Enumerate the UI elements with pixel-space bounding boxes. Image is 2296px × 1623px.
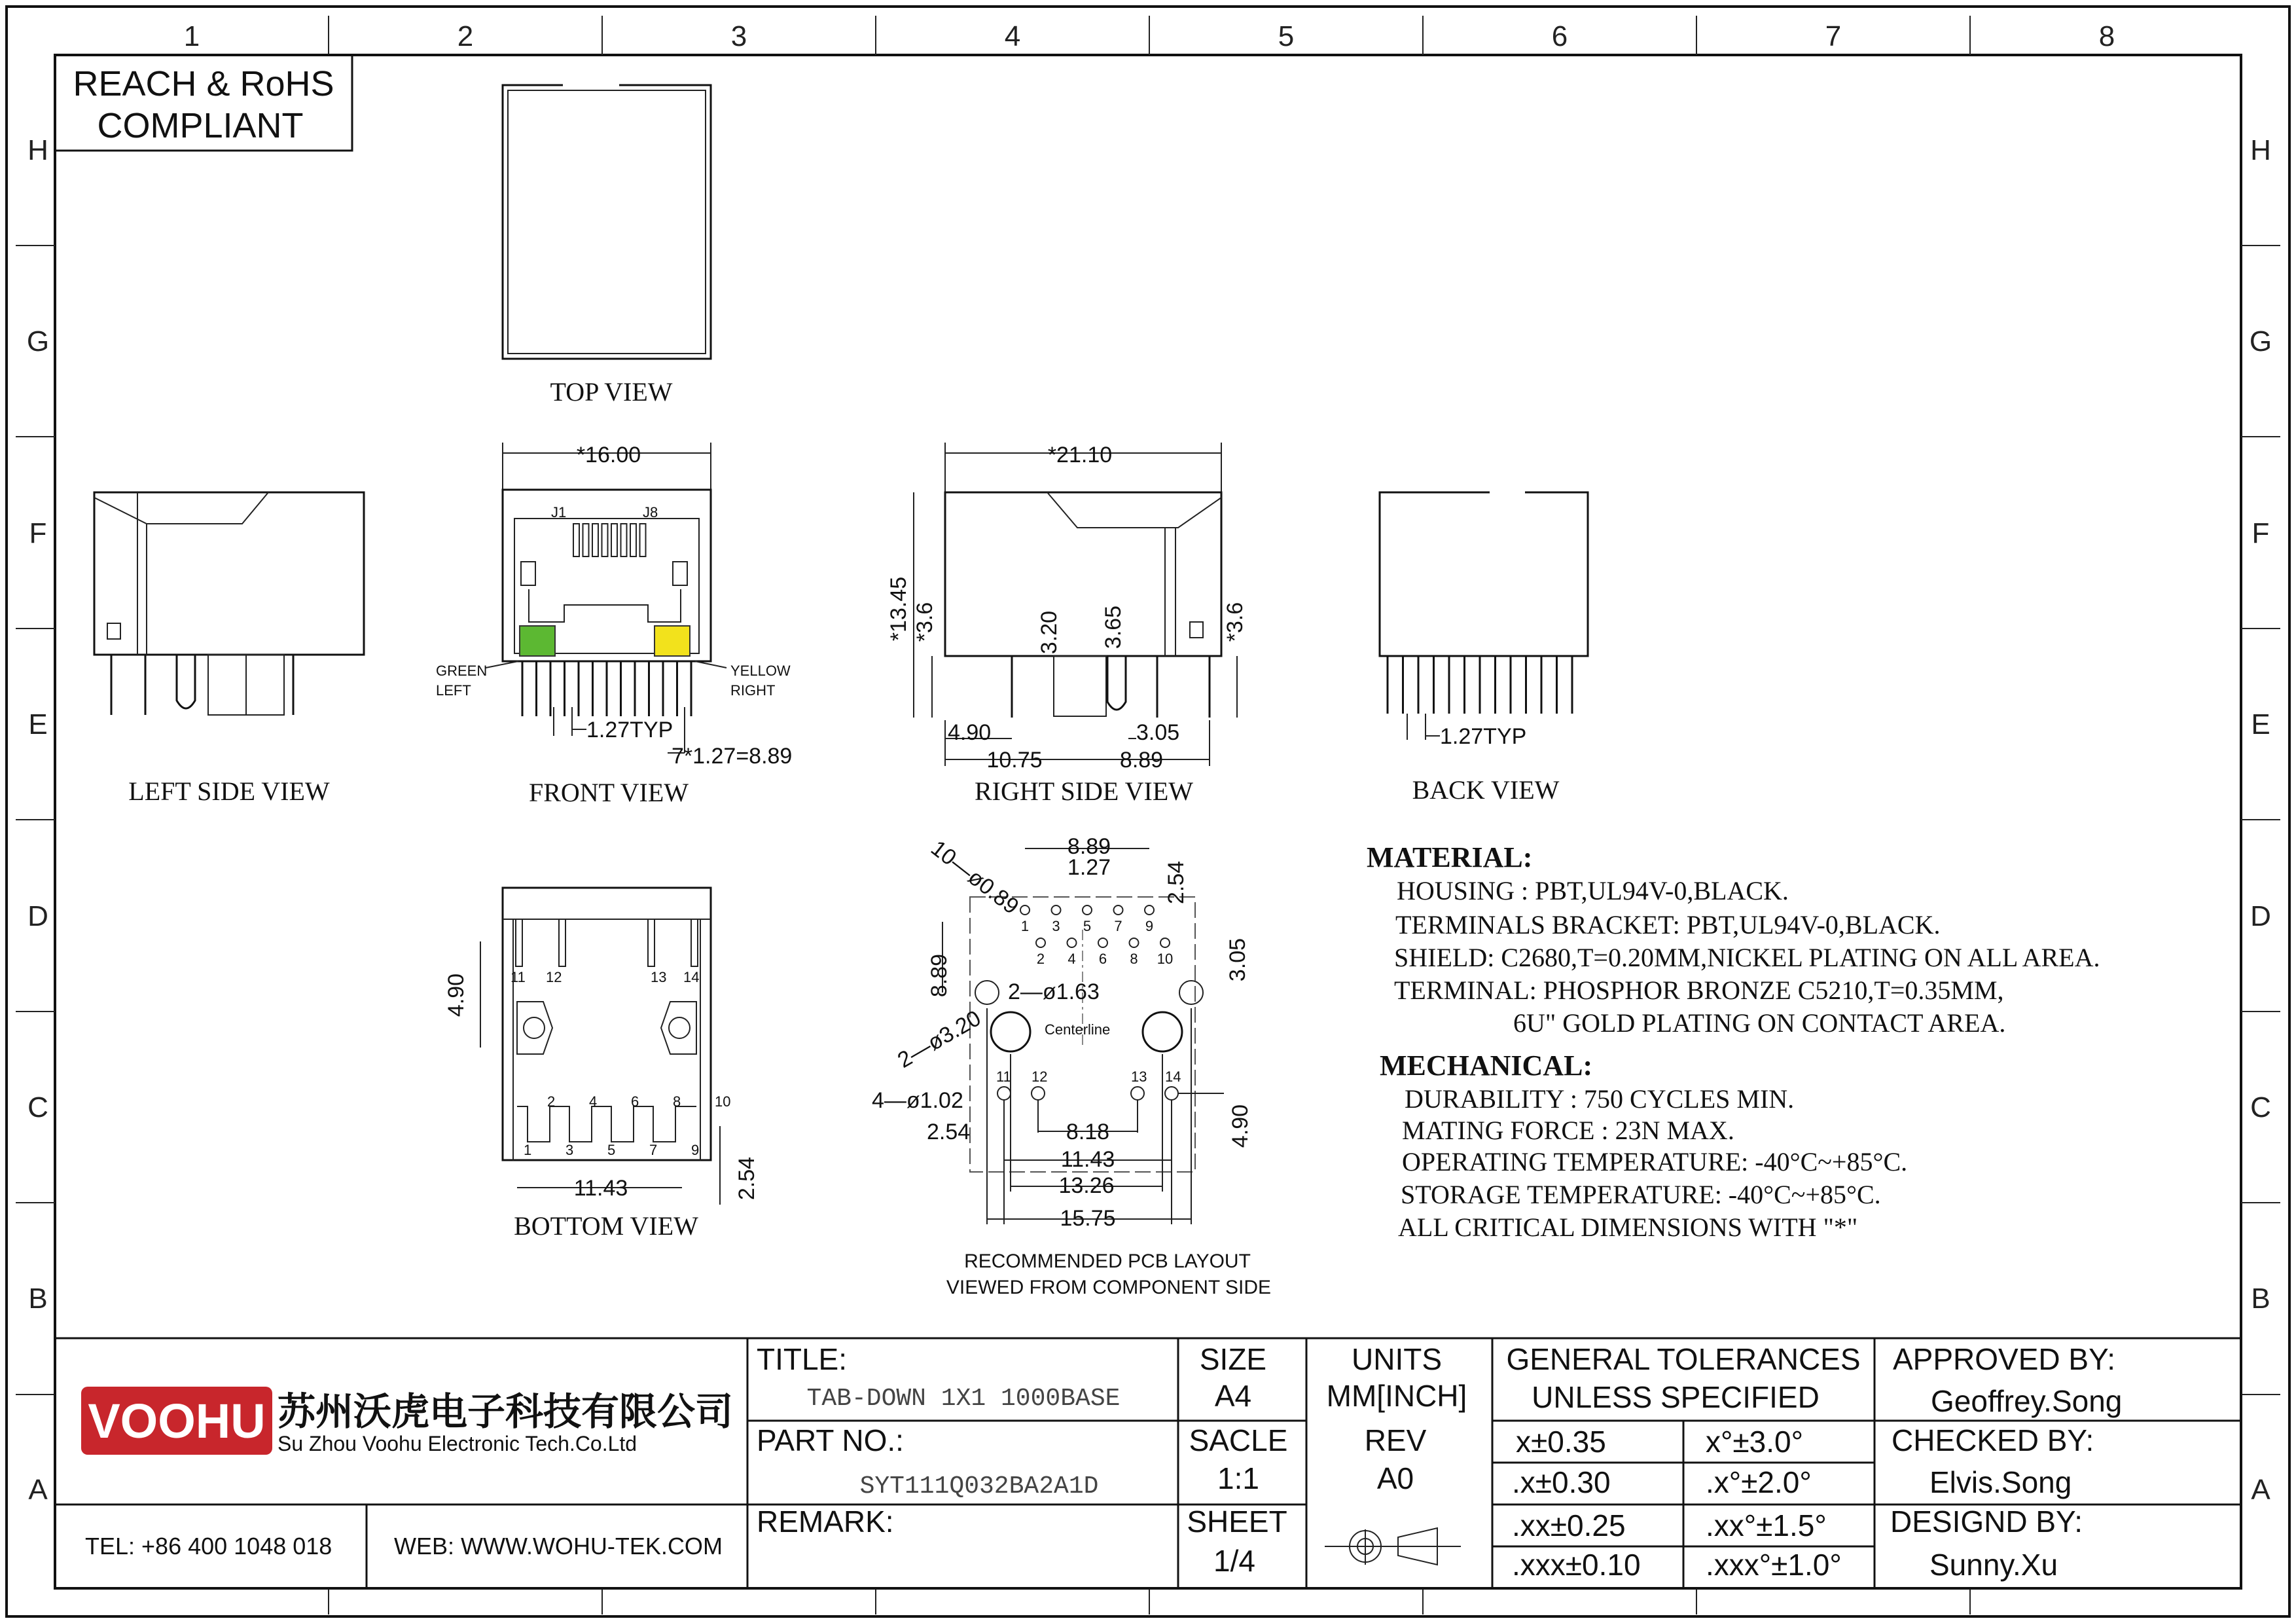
pcb-1143-dim: 11.43 xyxy=(1060,1147,1115,1172)
top-view-label: TOP VIEW xyxy=(550,377,673,407)
bottom-pin-14: 14 xyxy=(683,969,700,985)
bottom-pin-even: 8 xyxy=(673,1093,681,1110)
led-right-name: YELLOW xyxy=(730,663,791,679)
right-side-view xyxy=(886,443,1247,806)
zone-row-b: B xyxy=(28,1283,48,1315)
mechanical-line-3: OPERATING TEMPERATURE: -40°C~+85°C. xyxy=(1402,1147,1908,1176)
remark-label: REMARK: xyxy=(757,1504,894,1539)
pcb-hole-label-odd: 3 xyxy=(1052,918,1060,934)
bottom-pin-even: 4 xyxy=(589,1093,598,1110)
bottom-pin-odd: 1 xyxy=(524,1142,532,1158)
checked-value: Elvis.Song xyxy=(1929,1465,2072,1499)
front-pins xyxy=(522,661,691,716)
back-view-label: BACK VIEW xyxy=(1412,775,1560,805)
bottom-pin-even: 2 xyxy=(547,1093,556,1110)
pcb-hole-label-even: 2 xyxy=(1036,951,1045,967)
zone-col-6: 6 xyxy=(1551,20,1568,52)
pcb-pin-11: 11 xyxy=(996,1068,1011,1085)
part-value: SYT111Q032BA2A1D xyxy=(859,1472,1099,1501)
front-contact xyxy=(592,524,598,556)
pcb-pin-13: 13 xyxy=(1131,1068,1147,1085)
checked-label: CHECKED BY: xyxy=(1892,1423,2094,1457)
bottom-pin-odd: 5 xyxy=(607,1142,616,1158)
projection-symbol xyxy=(1325,1528,1461,1565)
bottom-view xyxy=(444,888,759,1241)
front-contact xyxy=(630,524,636,556)
tolerance-1-angle: .x°±2.0° xyxy=(1706,1465,1812,1499)
front-view-label: FRONT VIEW xyxy=(528,778,689,807)
title-value: TAB-DOWN 1X1 1000BASE xyxy=(806,1385,1121,1413)
title-label: TITLE: xyxy=(757,1342,848,1376)
compliance-line-1: REACH & RoHS xyxy=(73,64,334,103)
notes xyxy=(1367,841,2100,1242)
left-side-view xyxy=(94,492,364,806)
pcb-305-dim: 3.05 xyxy=(1225,938,1250,982)
zone-row-g: G xyxy=(26,325,50,357)
bottom-254-dim: 2.54 xyxy=(734,1156,759,1201)
tolerance-2-linear: .xx±0.25 xyxy=(1512,1508,1626,1542)
pcb-hole-label-odd: 1 xyxy=(1020,918,1030,934)
company-en: Su Zhou Voohu Electronic Tech.Co.Ltd xyxy=(278,1432,637,1455)
front-span-dim: 7*1.27=8.89 xyxy=(672,744,793,769)
material-title: MATERIAL: xyxy=(1367,841,1533,873)
sheet-value: 1/4 xyxy=(1213,1544,1255,1578)
front-contact xyxy=(621,524,627,556)
pcb-hole-label-even: 6 xyxy=(1098,951,1107,967)
right-side-view-label: RIGHT SIDE VIEW xyxy=(974,776,1194,806)
pcb-254b-dim: 2.54 xyxy=(927,1120,971,1144)
bottom-pin-odd: 7 xyxy=(649,1142,658,1158)
right-889-dim: 8.89 xyxy=(1119,748,1164,773)
designed-label: DESIGND BY: xyxy=(1890,1504,2083,1539)
tolerance-1-linear: .x±0.30 xyxy=(1512,1465,1611,1499)
right-490-dim: 4.90 xyxy=(948,720,992,745)
bottom-pin-even: 6 xyxy=(631,1093,639,1110)
pcb-818-dim: 8.18 xyxy=(1066,1120,1110,1144)
pcb-hole-odd xyxy=(1145,905,1154,915)
back-pitch-dim: 1.27TYP xyxy=(1440,724,1527,749)
pcb-hole-odd xyxy=(1083,905,1092,915)
pcb-254-dim: 2.54 xyxy=(1164,860,1189,905)
compliance-box xyxy=(55,55,352,151)
pcb-hole-even xyxy=(1160,938,1170,947)
zone-row-c-right: C xyxy=(2250,1091,2271,1123)
units-value: MM[INCH] xyxy=(1326,1379,1467,1413)
pcb-490-dim: 4.90 xyxy=(1228,1104,1253,1148)
pcb-hole-even xyxy=(1130,938,1139,947)
tolerance-3-angle: .xxx°±1.0° xyxy=(1706,1548,1842,1582)
scale-value: 1:1 xyxy=(1217,1461,1259,1495)
pcb-layout xyxy=(872,834,1271,1298)
pcb-caption-1: RECOMMENDED PCB LAYOUT xyxy=(964,1250,1251,1272)
zone-col-4: 4 xyxy=(1004,20,1021,52)
pcb-pin-14: 14 xyxy=(1165,1068,1181,1085)
pcb-hole-even xyxy=(1036,938,1045,947)
right-height-dim: *13.45 xyxy=(886,576,911,642)
zone-row-d-right: D xyxy=(2250,900,2271,932)
led-yellow xyxy=(655,626,690,656)
approved-value: Geoffrey.Song xyxy=(1931,1384,2123,1418)
mechanical-line-4: STORAGE TEMPERATURE: -40°C~+85°C. xyxy=(1401,1180,1881,1209)
material-line-3: SHIELD: C2680,T=0.20MM,NICKEL PLATING ON ALL AREA. xyxy=(1394,943,2100,972)
pcb-hole-label-odd: 5 xyxy=(1083,918,1092,934)
units-label: UNITS xyxy=(1352,1342,1442,1376)
part-label: PART NO.: xyxy=(757,1423,904,1457)
material-line-5: 6U" GOLD PLATING ON CONTACT AREA. xyxy=(1513,1008,2006,1038)
zone-col-1: 1 xyxy=(183,20,200,52)
front-contacts xyxy=(573,524,646,556)
zone-row-e-right: E xyxy=(2251,708,2270,740)
zone-row-f: F xyxy=(29,517,47,549)
zone-col-7: 7 xyxy=(1825,20,1842,52)
right-leg-left-dim: *3.6 xyxy=(912,602,937,642)
right-305-dim: 3.05 xyxy=(1136,720,1180,745)
front-width-dim: *16.00 xyxy=(576,443,641,467)
zone-row-a: A xyxy=(28,1474,48,1506)
tolerance-3-linear: .xxx±0.10 xyxy=(1512,1548,1641,1582)
logo-text: VOOHU xyxy=(88,1394,266,1448)
pcb-caption-2: VIEWED FROM COMPONENT SIDE xyxy=(946,1277,1272,1298)
tolerance-0-linear: x±0.35 xyxy=(1516,1425,1606,1459)
designed-value: Sunny.Xu xyxy=(1929,1548,2058,1582)
mechanical-line-5: ALL CRITICAL DIMENSIONS WITH "*" xyxy=(1398,1213,1858,1242)
right-320-dim: 3.20 xyxy=(1037,610,1062,655)
pcb-hole-label-odd: 9 xyxy=(1145,918,1154,934)
front-j8-label: J8 xyxy=(643,504,658,520)
pcb-hole-label-even: 8 xyxy=(1130,951,1138,967)
pcb-320-dim: 2—ø3.20 xyxy=(893,1006,986,1073)
pcb-163-dim: 2—ø1.63 xyxy=(1008,979,1100,1004)
zone-row-h-right: H xyxy=(2250,134,2271,166)
compliance-line-2: COMPLIANT xyxy=(97,106,304,145)
bottom-pin-even: 10 xyxy=(715,1093,731,1110)
zone-row-h: H xyxy=(27,134,48,166)
left-side-view-label: LEFT SIDE VIEW xyxy=(128,776,330,806)
material-line-2: TERMINALS BRACKET: PBT,UL94V-0,BLACK. xyxy=(1395,910,1941,939)
bottom-pin-11: 11 xyxy=(511,969,526,985)
material-line-4: TERMINAL: PHOSPHOR BRONZE C5210,T=0.35MM, xyxy=(1394,976,2004,1005)
pcb-102-dim: 4—ø1.02 xyxy=(872,1088,963,1113)
front-contact xyxy=(602,524,608,556)
pcb-hole-label-even: 4 xyxy=(1067,951,1076,967)
bottom-1143-dim: 11.43 xyxy=(573,1176,628,1201)
front-j1-label: J1 xyxy=(551,504,567,520)
zone-row-f-right: F xyxy=(2251,517,2270,549)
zone-row-c: C xyxy=(27,1091,48,1123)
title-block xyxy=(55,1338,2241,1588)
front-view xyxy=(436,443,792,807)
zone-row-g-right: G xyxy=(2249,325,2272,357)
zone-row-d: D xyxy=(27,900,48,932)
pcb-hole-odd xyxy=(1020,905,1030,915)
pcb-1326-dim: 13.26 xyxy=(1058,1173,1115,1198)
pcb-hole-even xyxy=(1098,938,1107,947)
web[interactable]: WEB: WWW.WOHU-TEK.COM xyxy=(394,1533,723,1559)
pcb-hole-label-even: 10 xyxy=(1157,951,1174,967)
sheet-label: SHEET xyxy=(1187,1504,1287,1539)
approved-label: APPROVED BY: xyxy=(1893,1342,2116,1376)
zone-col-3: 3 xyxy=(730,20,747,52)
mechanical-title: MECHANICAL: xyxy=(1380,1049,1593,1082)
pcb-pin-12: 12 xyxy=(1031,1068,1048,1085)
zone-row-a-right: A xyxy=(2251,1474,2270,1506)
mechanical-line-2: MATING FORCE : 23N MAX. xyxy=(1402,1116,1734,1145)
right-leg-right-dim: *3.6 xyxy=(1223,602,1247,642)
pcb-centerline: Centerline xyxy=(1045,1021,1111,1038)
pcb-hole-label-odd: 7 xyxy=(1114,918,1122,934)
front-contact xyxy=(640,524,646,556)
zone-col-2: 2 xyxy=(457,20,474,52)
pcb-127-dim: 1.27 xyxy=(1067,855,1111,880)
front-contact xyxy=(611,524,617,556)
led-left-name: GREEN xyxy=(436,663,488,679)
bottom-pin-odd: 3 xyxy=(565,1142,574,1158)
tolerance-title-1: GENERAL TOLERANCES xyxy=(1506,1342,1861,1376)
right-365-dim: 3.65 xyxy=(1101,605,1126,649)
scale-label: SACLE xyxy=(1189,1423,1288,1457)
front-contact xyxy=(583,524,589,556)
zone-row-b-right: B xyxy=(2251,1283,2270,1315)
size-value: A4 xyxy=(1214,1379,1252,1413)
pcb-hole10-dim: 10—ø0.89 xyxy=(926,835,1024,920)
rev-value: A0 xyxy=(1376,1461,1414,1495)
back-pins xyxy=(1388,656,1572,714)
size-label: SIZE xyxy=(1199,1342,1267,1376)
mechanical-line-1: DURABILITY : 750 CYCLES MIN. xyxy=(1405,1084,1795,1114)
top-view xyxy=(503,85,711,407)
material-line-1: HOUSING : PBT,UL94V-0,BLACK. xyxy=(1397,876,1789,905)
company-cn: 苏州沃虎电子科技有限公司 xyxy=(278,1391,734,1433)
tel: TEL: +86 400 1048 018 xyxy=(85,1533,332,1559)
tolerance-title-2: UNLESS SPECIFIED xyxy=(1532,1380,1820,1414)
bottom-pin-odd: 9 xyxy=(691,1142,700,1158)
pcb-889-left-dim: 8.89 xyxy=(927,953,952,998)
pcb-hole-odd xyxy=(1052,905,1061,915)
led-green xyxy=(520,626,555,656)
zone-col-8: 8 xyxy=(2098,20,2115,52)
right-1075-dim: 10.75 xyxy=(986,748,1043,773)
tolerance-0-angle: x°±3.0° xyxy=(1706,1425,1803,1459)
tolerance-2-angle: .xx°±1.5° xyxy=(1706,1508,1827,1542)
pcb-hole-even xyxy=(1067,938,1077,947)
front-pitch-dim: 1.27TYP xyxy=(586,718,673,742)
pcb-889-top-dim: 8.89 xyxy=(1067,834,1111,859)
pcb-holes xyxy=(1020,905,1173,967)
led-left-side: LEFT xyxy=(436,682,471,699)
bottom-490-dim: 4.90 xyxy=(444,973,469,1017)
front-contact xyxy=(573,524,579,556)
rev-label: REV xyxy=(1364,1423,1427,1457)
bottom-pin-13: 13 xyxy=(651,969,667,985)
zone-row-e: E xyxy=(28,708,48,740)
led-right-side: RIGHT xyxy=(730,682,776,699)
bottom-pin-12: 12 xyxy=(546,969,562,985)
bottom-view-label: BOTTOM VIEW xyxy=(514,1211,698,1241)
pcb-hole-odd xyxy=(1114,905,1123,915)
right-width-dim: *21.10 xyxy=(1047,443,1113,467)
zone-col-5: 5 xyxy=(1278,20,1295,52)
back-view xyxy=(1380,492,1588,805)
pcb-1575-dim: 15.75 xyxy=(1060,1206,1116,1231)
